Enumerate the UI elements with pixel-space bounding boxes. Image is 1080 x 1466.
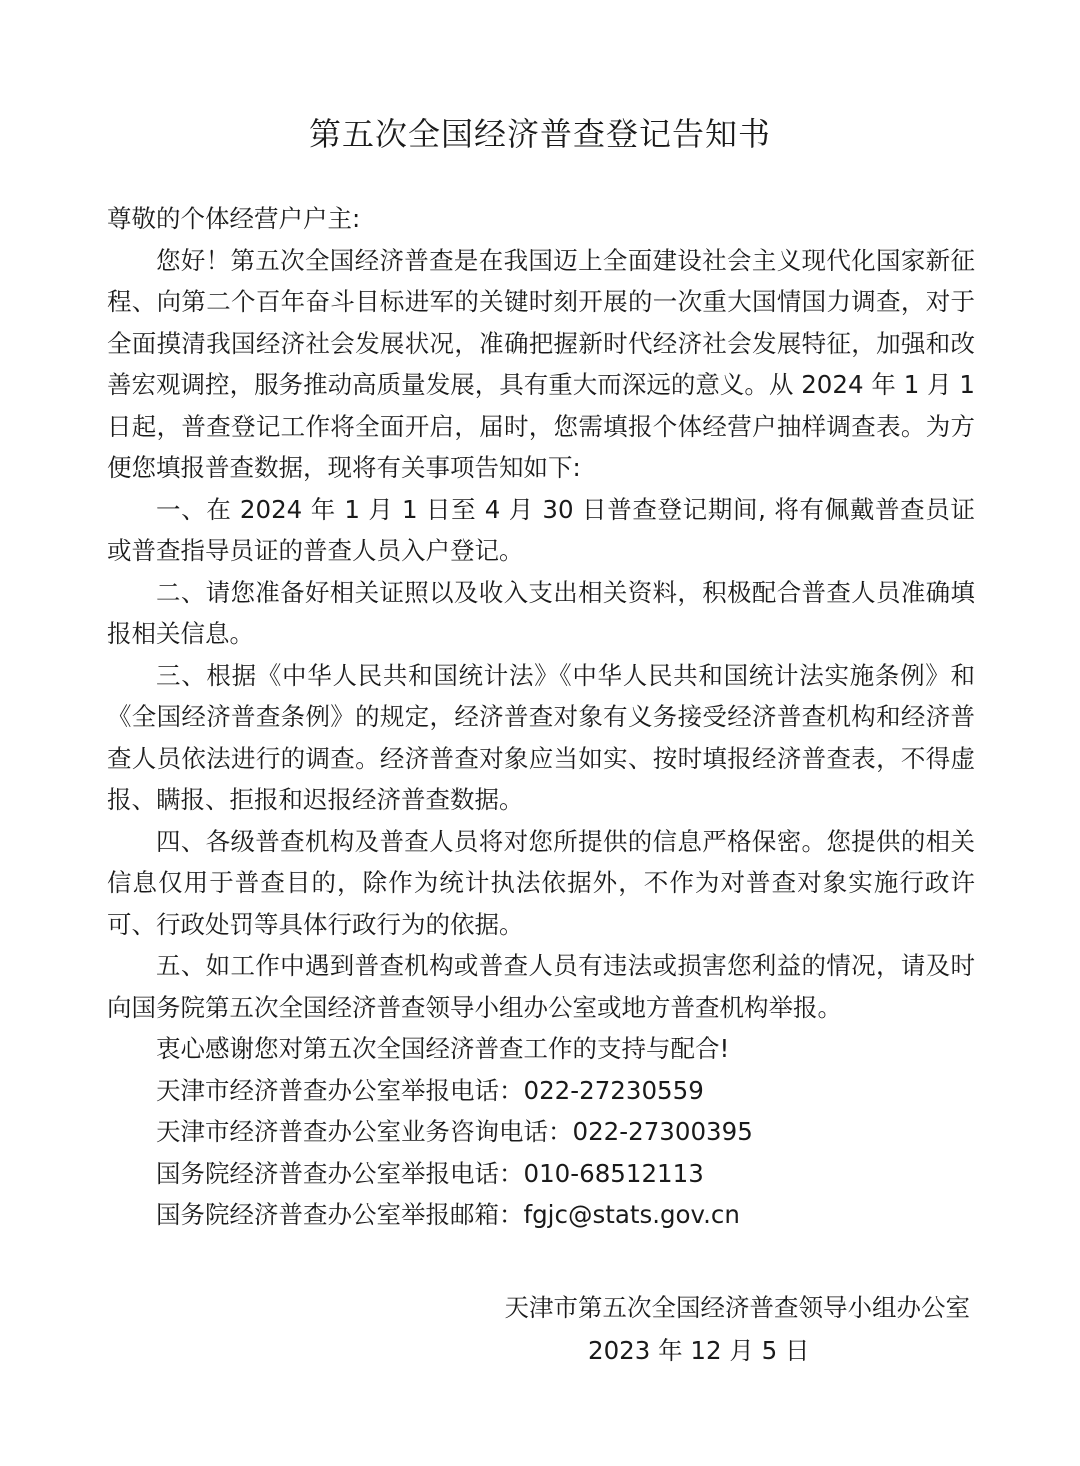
tianjin-report-phone: 天津市经济普查办公室举报电话：022-27230559 xyxy=(156,1075,704,1105)
tianjin-consult-phone: 天津市经济普查办公室业务咨询电话：022-27300395 xyxy=(156,1117,753,1146)
document-body xyxy=(107,198,975,1236)
thanks-line: 衷心感谢您对第五次全国经济普查工作的支持与配合! xyxy=(156,1034,730,1063)
salutation: 尊敬的个体经营户户主: xyxy=(107,204,361,233)
signature-date: 2023 年 12 月 5 日 xyxy=(588,1336,810,1365)
state-council-report-phone: 国务院经济普查办公室举报电话：010-68512113 xyxy=(156,1158,704,1188)
paragraph-greeting: 您好！第五次全国经济普查是在我国迈上全面建设社会主义现代化国家新征程、向第二个百年奋斗目标进军的关键时刻开展的一次重大国情国力调查，对于全面摸清我国经济社会发展状况，准确把握新时代经济社会发展特征，加强和改善宏观调控，服务推动高质量发展，具有重大而深远的意义。从 2024 年 1 月 1 日起，普查登记工作将全面开启，届时，您需填报个体经营户抽样调查表。为方便您填报普查数据，现将有关事项告知如下: xyxy=(107,245,975,482)
paragraph-item-2: 二、请您准备好相关证照以及收入支出相关资料，积极配合普查人员准确填报相关信息。 xyxy=(107,577,975,648)
paragraph-item-4: 四、各级普查机构及普查人员将对您所提供的信息严格保密。您提供的相关信息仅用于普查目的，除作为统计执法依据外，不作为对普查对象实施行政许可、行政处罚等具体行政行为的依据。 xyxy=(107,826,975,939)
paragraph-item-3: 三、根据《中华人民共和国统计法》《中华人民共和国统计法实施条例》和《全国经济普查条例》的规定，经济普查对象有义务接受经济普查机构和经济普查人员依法进行的调查。经济普查对象应当如实、按时填报经济普查表，不得虚报、瞒报、拒报和迟报经济普查数据。 xyxy=(107,660,975,814)
signature-block xyxy=(450,1286,970,1372)
document-title: 第五次全国经济普查登记告知书 xyxy=(308,115,771,153)
signature-organization: 天津市第五次全国经济普查领导小组办公室 xyxy=(504,1293,970,1322)
paragraph-item-5: 五、如工作中遇到普查机构或普查人员有违法或损害您利益的情况，请及时向国务院第五次全国经济普查领导小组办公室或地方普查机构举报。 xyxy=(107,951,975,1022)
paragraph-item-1: 一、在 2024 年 1 月 1 日至 4 月 30 日普查登记期间, 将有佩戴普查员证或普查指导员证的普查人员入户登记。 xyxy=(107,494,975,565)
state-council-report-email: 国务院经济普查办公室举报邮箱：fgjc@stats.gov.cn xyxy=(156,1200,740,1229)
